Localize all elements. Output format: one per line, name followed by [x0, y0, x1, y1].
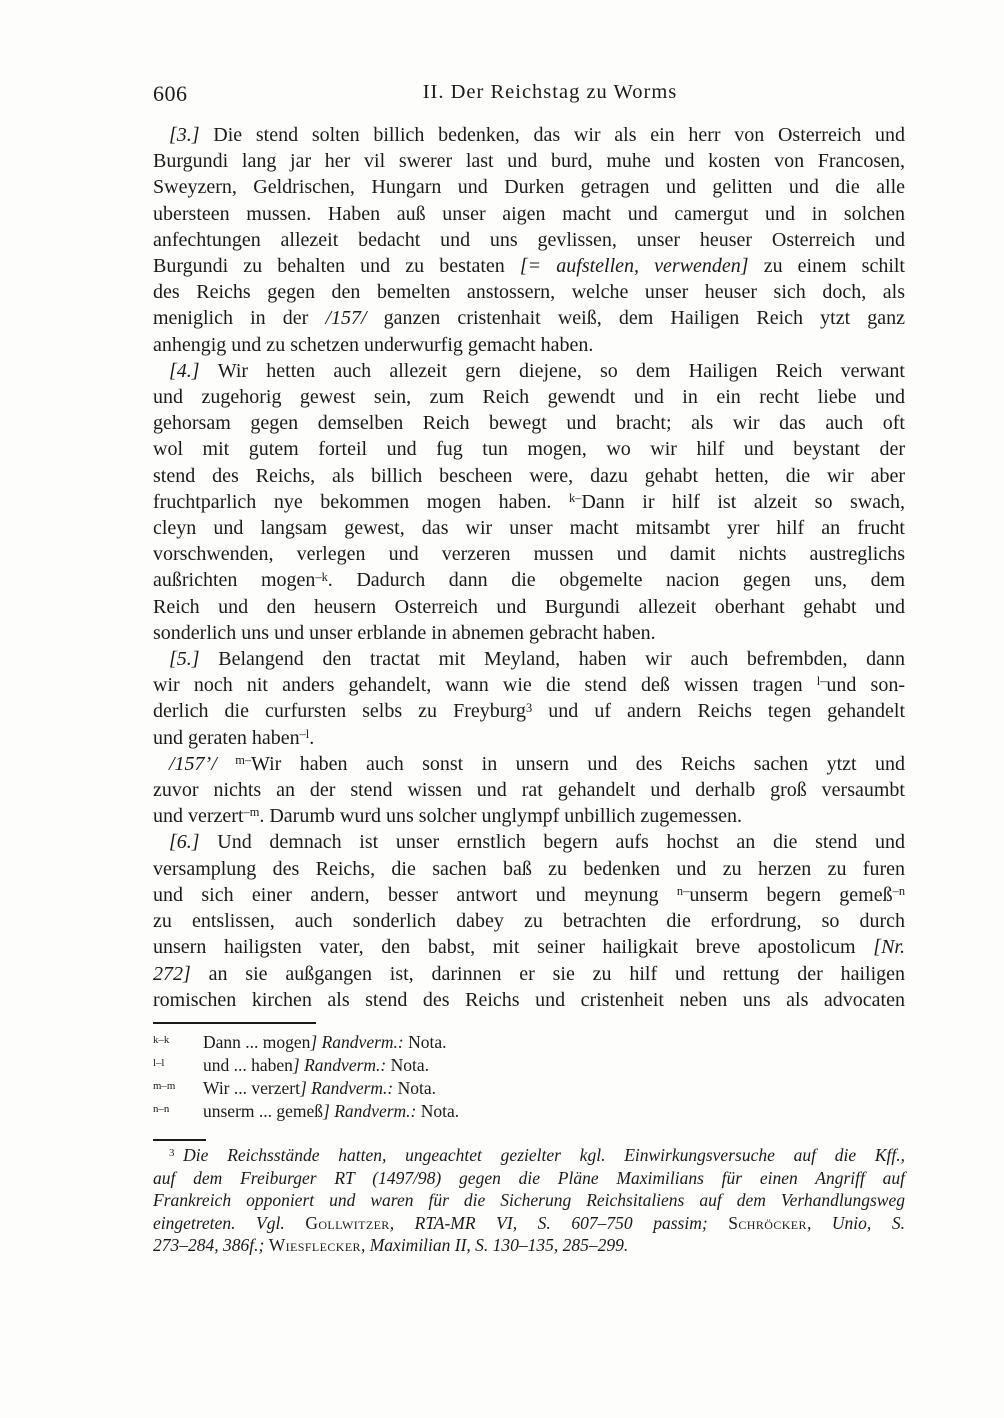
text-segment: unserm begern gemeß: [689, 883, 893, 906]
text-segment: des Reichs gegen den bemelten anstossern, welche unser heuser sich doch, als: [153, 281, 905, 304]
text-segment: ganzen cristenhait weiß, dem Hailigen Reich ytzt ganz: [366, 307, 905, 330]
footnote-line: [153, 1144, 905, 1167]
running-head: II. Der Reichstag zu Worms: [422, 81, 678, 103]
body-line: [153, 567, 905, 593]
body-line: [153, 961, 905, 987]
text-segment: l–: [816, 674, 827, 689]
text-segment: .: [309, 726, 315, 749]
apparatus-note: k–k Dann ... mogen] Randverm.: Nota.: [153, 1032, 447, 1052]
text-segment: und ... haben: [203, 1055, 293, 1075]
text-segment: /157/: [325, 307, 367, 330]
text-segment: –n: [892, 883, 906, 898]
body-line: [153, 332, 905, 358]
body-line: [153, 698, 905, 724]
text-segment: wol mit gutem forteil und fug tun mogen, wo wir hilf und beystant der: [153, 438, 905, 461]
body-line: [153, 751, 905, 777]
body-line: [153, 829, 905, 855]
text-segment: Die Reichsstände hatten, ungeachtet gezielter kgl. Einwirkungsversuche auf die Kff.,: [183, 1145, 905, 1165]
main-text: [153, 122, 905, 1013]
text-segment: [5.]: [169, 648, 219, 671]
apparatus-rule: [153, 1022, 316, 1024]
text-segment: anhengig und zu schetzen underwurfig gemacht haben.: [153, 333, 594, 356]
apparatus-note: n–n unserm ... gemeß] Randverm.: Nota.: [153, 1101, 460, 1121]
text-segment: romischen kirchen als stend des Reichs und cristenheit neben uns als advocaten: [153, 988, 905, 1011]
body-line: [153, 253, 905, 279]
text-segment: –l: [299, 726, 310, 741]
text-segment: ] Randverm.:: [299, 1078, 394, 1098]
text-segment: [3.]: [169, 124, 214, 146]
body-line: [153, 908, 905, 934]
text-segment: eingetreten. Vgl.: [153, 1212, 306, 1233]
text-segment: Wir hetten auch allezeit gern diejene, so dem Hailigen Reich verwant: [217, 359, 905, 382]
body-line: [153, 122, 905, 148]
body-line: [153, 384, 905, 410]
body-line: [153, 882, 905, 908]
text-segment: ubersteen mussen. Haben auß unser aigen macht und camergut und in solchen: [153, 202, 905, 225]
page-header: [153, 81, 905, 107]
text-segment: Wir ... verzert: [203, 1078, 300, 1098]
text-segment: /157’/: [169, 752, 236, 775]
text-segment: unsern hailigsten vater, den babst, mit seiner hailigkait breve apostolicum: [153, 936, 874, 959]
text-segment: vorschwenden, verlegen und verzeren mussen und damit nichts austreglichs: [153, 543, 905, 566]
text-segment: , Maximilian II, S. 130–135, 285–299.: [360, 1235, 629, 1255]
text-segment: 272]: [153, 962, 191, 985]
body-line: [153, 777, 905, 803]
text-segment: Wir haben auch sonst in unsern und des Reichs sachen ytzt und: [251, 752, 905, 775]
text-segment: cleyn und langsam gewest, das wir unser macht mitsambt yrer hilf an frucht: [153, 517, 905, 540]
text-segment: [Nr.: [873, 936, 905, 959]
body-line: [153, 201, 905, 227]
body-line: [153, 174, 905, 200]
text-segment: , RTA-MR VI, S. 607–750 passim;: [389, 1212, 729, 1233]
text-segment: Nota.: [416, 1101, 460, 1121]
footnote-rule: [153, 1139, 206, 1141]
text-segment: Sweyzern, Geldrischen, Hungarn und Durken getragen und gelitten und die alle: [153, 176, 905, 199]
text-segment: Nota.: [403, 1032, 447, 1052]
text-segment: Frankreich opponiert und waren für die Sicherung Reichsitaliens auf dem Verhandlungsweg: [153, 1190, 905, 1210]
body-line: [153, 148, 905, 174]
text-segment: ] Randverm.:: [292, 1055, 387, 1075]
text-segment: meniglich in der: [153, 307, 326, 330]
text-segment: unserm ... gemeß: [203, 1101, 324, 1121]
text-segment: versamplung des Reichs, die sachen baß zu bedenken und zu herzen zu furen: [153, 857, 905, 880]
text-segment: 3: [526, 700, 533, 715]
footnote-line: [153, 1189, 905, 1212]
text-segment: derlich die curfursten selbs zu Freyburg: [153, 700, 527, 723]
body-line: [153, 436, 905, 462]
text-segment: und geraten haben: [153, 726, 300, 749]
body-line: [153, 279, 905, 305]
text-segment: [6.]: [169, 831, 218, 854]
body-line: [153, 725, 905, 751]
footnote-line: [153, 1212, 905, 1235]
text-segment: zu einem schilt: [748, 255, 905, 278]
text-segment: ] Randverm.:: [323, 1101, 417, 1121]
text-segment: 273–284, 386f.;: [153, 1235, 269, 1255]
text-segment: und zugehorig gewest sein, zum Reich gewendt und in ein recht liebe und: [153, 386, 905, 409]
apparatus-note: l–l und ... haben] Randverm.: Nota.: [153, 1055, 430, 1075]
text-segment: sonderlich uns und unser erblande in abnemen gebracht haben.: [153, 621, 656, 644]
text-segment: gehorsam gegen demselben Reich bewegt und bracht; als wir das auch oft: [153, 412, 905, 435]
text-segment: Gollwitzer: [305, 1212, 390, 1233]
text-segment: n–: [676, 883, 690, 898]
text-segment: und uf andern Reichs tegen gehandelt: [532, 700, 906, 723]
text-segment: an sie außgangen ist, darinnen er sie zu hilf und rettung der hailigen: [190, 962, 905, 985]
body-line: [153, 515, 905, 541]
text-segment: Und demnach ist unser ernstlich begern aufs hochst an die stend und: [217, 831, 905, 854]
critical-apparatus: [153, 1031, 905, 1123]
text-segment: –m: [243, 805, 260, 820]
text-segment: fruchtparlich nye bekommen mogen haben.: [153, 490, 569, 513]
body-line: [153, 620, 905, 646]
text-segment: Dann ... mogen: [203, 1032, 311, 1052]
text-segment: Nota.: [393, 1078, 437, 1098]
text-segment: [174, 1145, 183, 1165]
text-segment: außrichten mogen: [153, 569, 316, 592]
text-segment: Wiesflecker: [268, 1235, 361, 1255]
text-segment: ] Randverm.:: [310, 1032, 404, 1052]
body-line: [153, 594, 905, 620]
body-line: [153, 672, 905, 698]
text-segment: m–: [235, 752, 252, 767]
page-number: 606: [153, 81, 188, 106]
body-line: [153, 489, 905, 515]
text-segment: stend des Reichs, als billich bescheen were, dazu gehabt hetten, die wir aber: [153, 464, 905, 487]
body-line: [153, 803, 905, 829]
text-segment: –k: [315, 569, 328, 584]
text-segment: . Darumb wurd uns solcher unglympf unbillich zugemessen.: [259, 805, 743, 828]
body-line: [153, 987, 905, 1013]
text-segment: anfechtungen allezeit bedacht und uns gevlissen, unser heuser Osterreich und: [153, 228, 905, 251]
text-segment: Schröcker: [728, 1212, 807, 1233]
text-segment: k–: [569, 490, 582, 505]
text-segment: Die stend solten billich bedenken, das wir als ein herr von Osterreich und: [213, 124, 905, 146]
body-line: [153, 541, 905, 567]
text-segment: . Dadurch dann die obgemelte nacion gegen uns, dem: [327, 569, 906, 592]
text-segment: [4.]: [169, 359, 218, 382]
body-line: [153, 934, 905, 960]
footnote-line: [153, 1234, 905, 1257]
text-segment: und son-: [826, 674, 906, 697]
apparatus-note: m–m Wir ... verzert] Randverm.: Nota.: [153, 1078, 437, 1098]
text-segment: Nota.: [386, 1055, 430, 1075]
footnote: [153, 1144, 905, 1257]
text-segment: Burgundi lang jar her vil swerer last und burd, muhe und kosten von Francosen,: [153, 150, 905, 173]
text-segment: zu entslissen, auch sonderlich dabey zu betrachten die erfordrung, so durch: [153, 910, 905, 933]
text-segment: und verzert: [153, 805, 244, 828]
text-segment: [= aufstellen, verwenden]: [519, 255, 749, 278]
text-segment: auf dem Freiburger RT (1497/98) gegen die Pläne Maximilians für einen Angriff auf: [153, 1167, 905, 1188]
text-segment: und sich einer andern, besser antwort und meynung: [153, 883, 677, 906]
text-segment: Reich und den heusern Osterreich und Burgundi allezeit oberhant gehabt und: [153, 595, 905, 618]
text-segment: Dann ir hilf ist alzeit so swach,: [581, 490, 905, 513]
text-segment: Burgundi zu behalten und zu bestaten: [153, 255, 520, 278]
body-line: [153, 358, 905, 384]
body-line: [153, 227, 905, 253]
text-segment: Belangend den tractat mit Meyland, haben wir auch befrembden, dann: [218, 648, 905, 671]
body-line: [153, 646, 905, 672]
text-segment: , Unio, S.: [806, 1212, 906, 1233]
text-segment: wir noch nit anders gehandelt, wann wie die stend deß wissen tragen: [153, 674, 817, 697]
body-line: [153, 305, 905, 331]
text-segment: 3: [169, 1146, 175, 1159]
body-line: [153, 463, 905, 489]
body-line: [153, 410, 905, 436]
footnote-line: [153, 1167, 905, 1190]
body-line: [153, 856, 905, 882]
text-segment: zuvor nichts an der stend wissen und rat gehandelt und derhalb groß versaumbt: [153, 779, 905, 802]
